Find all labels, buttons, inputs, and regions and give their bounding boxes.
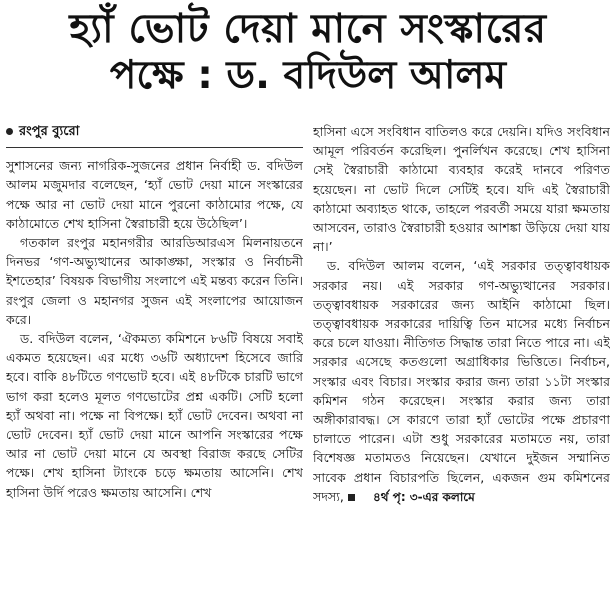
continuation-text: ৪র্থ পৃ: ৩-এর কলামে [372,489,475,504]
paragraph: সুশাসনের জন্য নাগরিক-সুজনের প্রধান নির্বাহী ড. বদিউল আলম মজুমদার বলেছেন, ‘হ্যাঁ ভোট দেয়া মানে সংস্কারের পক্ষে আর না ভোট দেয়া মানে পুরনো কাঠামোর পক্ষে, যে কাঠামোতে শেখ হাসিনা স্বৈরাচারী হয়ে উঠেছিল’। [6,158,303,231]
column-right [313,122,610,597]
headline-line-2: পক্ষে : ড. বদিউল আলম [109,53,507,98]
column-left [6,122,303,597]
square-icon [348,494,355,501]
bullet-icon [6,128,13,135]
paragraph: গতকাল রংপুর মহানগরীর আরডিআরএস মিলনায়তনে দিনভর ‘গণ-অভ্যুত্থানের আকাঙ্ক্ষা, সংস্কার ও নির্বাচনী ইশতেহার’ বিষয়ক বিভাগীয় সংলাপে এই মন্তব্য করেন তিনি। রংপুর জেলা ও মহানগর সুজন এই সংলাপের আয়োজন করে। [6,235,303,327]
paragraph: হাসিনা এসে সংবিধান বাতিলও করে দেয়নি। যদিও সংবিধান আমূল পরিবর্তন করেছিল। পুনর্লিখন করেছে। শেখ হাসিনা সেই স্বৈরাচারী কাঠামো ব্যবহার করেই দানবে পরিণত হয়েছেন। না ভোট দিলে সেটিই হবে। যদি এই স্বৈরাচারী কাঠামো অব্যাহত থাকে, তাহলে পরবর্তী সময়ে যারা ক্ষমতায় আসবেন, তারাও স্বৈরাচারী হওয়ার আশঙ্কা উড়িয়ে দেয়া যায় না।’ [313,124,610,255]
headline [6,0,610,99]
byline-text: রংপুর ব্যুরো [19,124,80,139]
article-body [6,122,610,597]
paragraph-text: ড. বদিউল আলম বলেন, ‘এই সরকার তত্ত্বাবধায়ক সরকার নয়। এই সরকার গণ-অভ্যুত্থানের সরকার। তত্ত্বাবধায়ক সরকারের জন্য আইনি কাঠামো ছিল। তত্ত্বাবধায়ক সরকারের দায়িত্বি তিন মাসের মধ্যে নির্বাচন করে চলে যাওয়া। নীতিগত সিদ্ধান্ত তারা নিতে পারে না। এই সরকার এসেছে কতগুলো অগ্রাধিকার ভিত্তিতে। নির্বাচন, সংস্কার এবং বিচার। সংস্কার করার জন্য তারা ১১টা সংস্কার কমিশন গঠন করেছেন। সংস্কার করার জন্য তারা অঙ্গীকারাবদ্ধ। সে কারণে তারা হ্যাঁ ভোটের পক্ষে প্রচারণা চালাতে পারেন। এটা শুধু সরকারের মতামতে নয়, তারা বিশেষজ্ঞ মতামতও নিয়েছেন। যেখানে দুইজন সম্মানিত সাবেক প্রধান বিচারপতি ছিলেন, একজন গুম কমিশনের সদস্য, [313,258,610,504]
divider [6,147,303,148]
headline-line-1: হ্যাঁ ভোট দেয়া মানে সংস্কারের [69,6,547,52]
paragraph: ড. বদিউল বলেন, ‘ঐকমত্য কমিশনে ৮৬টি বিষয়ে সবাই একমত হয়েছেন। এর মধ্যে ৩৬টি অধ্যাদেশ হিসেবে জারি হবে। বাকি ৪৮টিতে গণভোট হবে। এই ৪৮টিকে চারটি ভাগে ভাগ করা হলেও মূলত গণভোটের প্রশ্ন একটি। সেটি হলো হ্যাঁ অথবা না। পক্ষে না বিপক্ষে। হ্যাঁ ভোট দেবেন। অথবা না ভোট দেবেন। হ্যাঁ ভোট দেয়া মানে আপনি সংস্কারের পক্ষে আর না ভোট দেয়া মানে যে অবস্থা বিরাজ করছে সেটির পক্ষে। শেখ হাসিনা ট্যাংকে চড়ে ক্ষমতায় আসেনি। শেখ হাসিনা উর্দি পরেও ক্ষমতায় আসেনি। শেখ [6,331,303,500]
continuation-note [348,488,475,507]
paragraph [313,256,610,507]
byline [6,122,303,141]
